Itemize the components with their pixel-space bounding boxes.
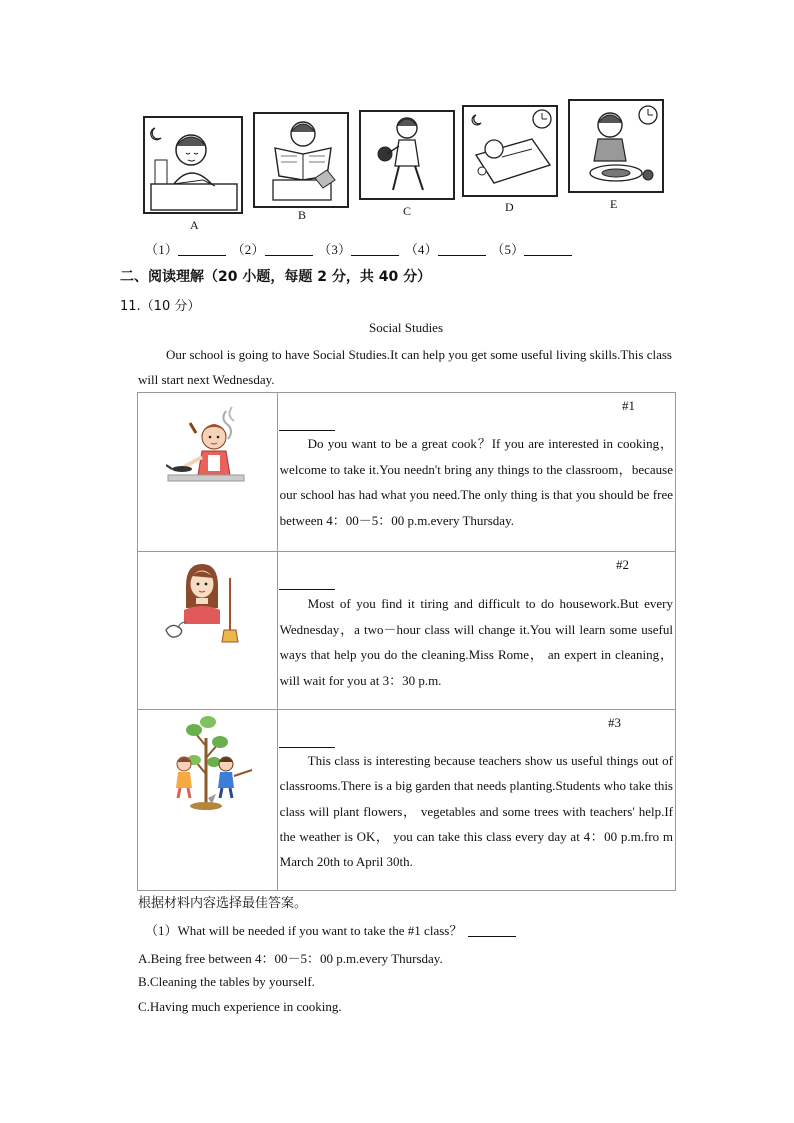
question-1-answer-blank[interactable] <box>468 923 516 937</box>
girl-cooking-icon <box>166 403 246 487</box>
passage-title: Social Studies <box>368 320 444 335</box>
picture-strip <box>140 98 670 233</box>
classes-table <box>137 392 676 891</box>
picture-c <box>359 110 455 200</box>
question-1-option-a[interactable]: A.Being free between 4：00－5：00 p.m.every Thursday. <box>138 951 443 966</box>
class-3-title-blank[interactable] <box>279 732 335 748</box>
question-1-option-c[interactable]: C.Having much experience in cooking. <box>138 999 342 1014</box>
picture-answer-blanks <box>145 239 574 258</box>
class-3-description: This class is interesting because teachers show us useful things out of classrooms.There is a big garden that needs planting.Students who take this class will plant flowers， vegetables and some trees with teachers' help.If the weather is OK， you can take this class every day at 4：00 p.m.fro m March 20th to April 30th. <box>279 753 673 870</box>
boy-reading-newspaper-icon <box>253 112 349 208</box>
picture-label-c: C <box>403 204 412 218</box>
question-1 <box>145 920 516 939</box>
blank-label-2: （2） <box>231 242 265 257</box>
question-number: 11.（10 分） <box>120 299 201 314</box>
table-row <box>138 710 676 891</box>
picture-e <box>568 99 664 193</box>
class-2-number: #2 <box>616 557 629 572</box>
question-1-option-b[interactable]: B.Cleaning the tables by yourself. <box>138 974 315 989</box>
blank-label-1: （1） <box>145 242 179 257</box>
class-2-text-cell <box>277 552 675 710</box>
class-2-title-blank[interactable] <box>279 574 335 590</box>
class-1-image-cell <box>138 393 278 552</box>
picture-label-b: B <box>298 208 307 222</box>
blank-label-3: （3） <box>318 242 352 257</box>
boy-walking-icon <box>359 110 455 200</box>
picture-label-d: D <box>505 200 514 214</box>
blank-label-5: （5） <box>491 242 525 257</box>
table-row <box>138 552 676 710</box>
answer-blank-1[interactable] <box>178 242 226 256</box>
picture-label-a: A <box>190 218 199 232</box>
section-heading: 二、阅读理解（20 小题，每题 2 分，共 40 分） <box>120 269 432 285</box>
class-1-number: #1 <box>622 398 635 413</box>
kids-planting-tree-icon <box>168 714 260 810</box>
class-3-number: #3 <box>608 715 621 730</box>
class-1-text-cell <box>277 393 675 552</box>
answer-blank-2[interactable] <box>265 242 313 256</box>
class-1-description: Do you want to be a great cook？If you are interested in cooking，welcome to take it.You needn't bring any things to the classroom，because our school has had what you need.The only thing is that you should be free between 4：00－5：00 p.m.every Thursday. <box>279 436 673 528</box>
passage-intro: Our school is going to have Social Studies.It can help you get some useful living skills.This class will start next Wednesday. <box>138 347 672 387</box>
table-row <box>138 393 676 552</box>
answer-blank-3[interactable] <box>351 242 399 256</box>
girl-eating-icon <box>568 99 664 193</box>
class-3-text-cell <box>277 710 675 891</box>
instruction: 根据材料内容选择最佳答案。 <box>138 896 308 911</box>
picture-a <box>143 116 243 214</box>
picture-label-e: E <box>610 197 618 211</box>
girl-sleeping-icon <box>462 105 558 197</box>
class-2-description: Most of you find it tiring and difficult to do housework.But every Wednesday，a two－hour class will change it.You will learn some useful ways that help you do the cleaning.Miss Rome， an expert in cleaning，will wait for you at 3：30 p.m. <box>279 596 673 688</box>
blank-label-4: （4） <box>404 242 438 257</box>
picture-d <box>462 105 558 197</box>
answer-blank-5[interactable] <box>524 242 572 256</box>
girl-writing-at-night-icon <box>143 116 243 214</box>
answer-blank-4[interactable] <box>438 242 486 256</box>
question-1-text: （1）What will be needed if you want to take the #1 class？ <box>145 923 463 938</box>
class-1-title-blank[interactable] <box>279 415 335 431</box>
class-3-image-cell <box>138 710 278 891</box>
picture-b <box>253 112 349 208</box>
girl-with-broom-icon <box>164 558 254 650</box>
class-2-image-cell <box>138 552 278 710</box>
